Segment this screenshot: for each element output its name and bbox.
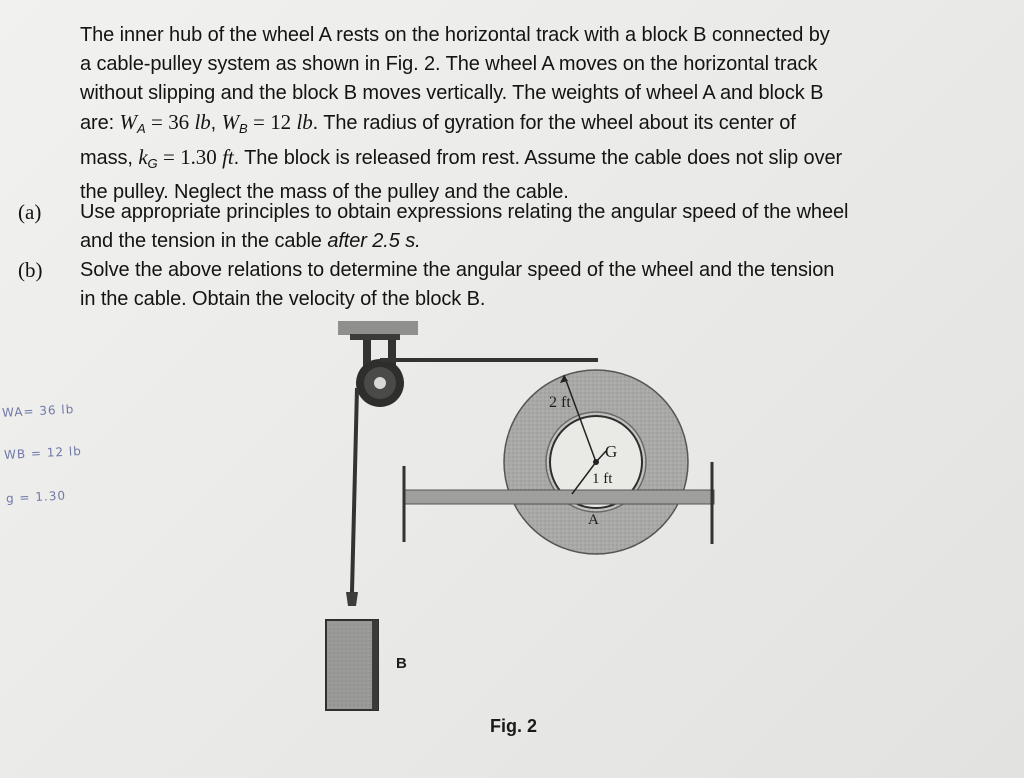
weight-b-unit: lb xyxy=(296,110,313,134)
weight-a-symbol: W xyxy=(119,110,137,134)
part-b-label: (b) xyxy=(18,258,43,282)
are-text: are: xyxy=(80,112,115,134)
weight-b-symbol: W xyxy=(221,110,239,134)
center-g-label: G xyxy=(605,442,618,461)
intro-line-2: a cable-pulley system as shown in Fig. 2. The wheel A moves on the horizontal track xyxy=(80,53,818,75)
gyration-value: 1.30 xyxy=(180,145,217,169)
contact-a-label: A xyxy=(588,512,599,528)
intro-line-5: mass, $k_G = 1.30$ ft. The block is released from rest. Assume the cable does not slip over xyxy=(80,145,843,171)
part-a-label: (a) xyxy=(18,200,42,224)
inner-radius-label: 1 ft xyxy=(592,471,613,487)
figure-caption: Fig. 2 xyxy=(490,716,538,736)
intro-line-3: without slipping and the block B moves vertically. The weights of wheel A and block B xyxy=(80,82,824,104)
handwritten-note-2: WB = 12 lb xyxy=(3,443,83,463)
weight-b-subscript: B xyxy=(238,121,248,136)
intro-line-1: The inner hub of the wheel A rests on the horizontal track with a block B connected by xyxy=(80,24,830,46)
handwritten-note-3: g = 1.30 xyxy=(5,488,67,506)
intro-line-4: are: $W_A = 36$ lb, $W_B = 12$ lb. The radius of gyration for the wheel about its center of xyxy=(80,110,796,136)
mass-text: mass, xyxy=(80,147,133,169)
handwritten-note-1: WA= 36 lb xyxy=(1,402,75,420)
part-b-line-2: in the cable. Obtain the velocity of the block B. xyxy=(80,288,486,310)
part-a-line-2-italic: after 2.5 s. xyxy=(327,230,421,252)
intro-line-5-rest: . The block is released from rest. Assume the cable does not slip over xyxy=(233,147,843,169)
part-a-line-2-main: and the tension in the cable xyxy=(80,230,322,252)
weight-a-value: 36 xyxy=(168,110,190,134)
pulley xyxy=(356,359,404,407)
part-b-line-1: Solve the above relations to determine the angular speed of the wheel and the tension xyxy=(80,259,835,281)
weight-b-value: 12 xyxy=(270,110,292,134)
block-hook xyxy=(346,592,358,606)
gyration-unit: ft xyxy=(222,145,234,169)
block-b-label: B xyxy=(396,655,407,672)
gyration-symbol: k xyxy=(138,145,148,169)
weight-a-unit: lb xyxy=(194,110,211,134)
intro-line-6: the pulley. Neglect the mass of the pulley and the cable. xyxy=(80,181,569,203)
outer-radius-label: 2 ft xyxy=(549,394,571,411)
gyration-text: . The radius of gyration for the wheel about its center of xyxy=(312,112,796,134)
gyration-subscript: G xyxy=(147,156,158,171)
block-b xyxy=(326,620,378,710)
wheel-center-point xyxy=(593,459,599,465)
part-a-line-1: Use appropriate principles to obtain expressions relating the angular speed of the wheel xyxy=(80,201,849,223)
weight-a-subscript: A xyxy=(136,121,146,136)
